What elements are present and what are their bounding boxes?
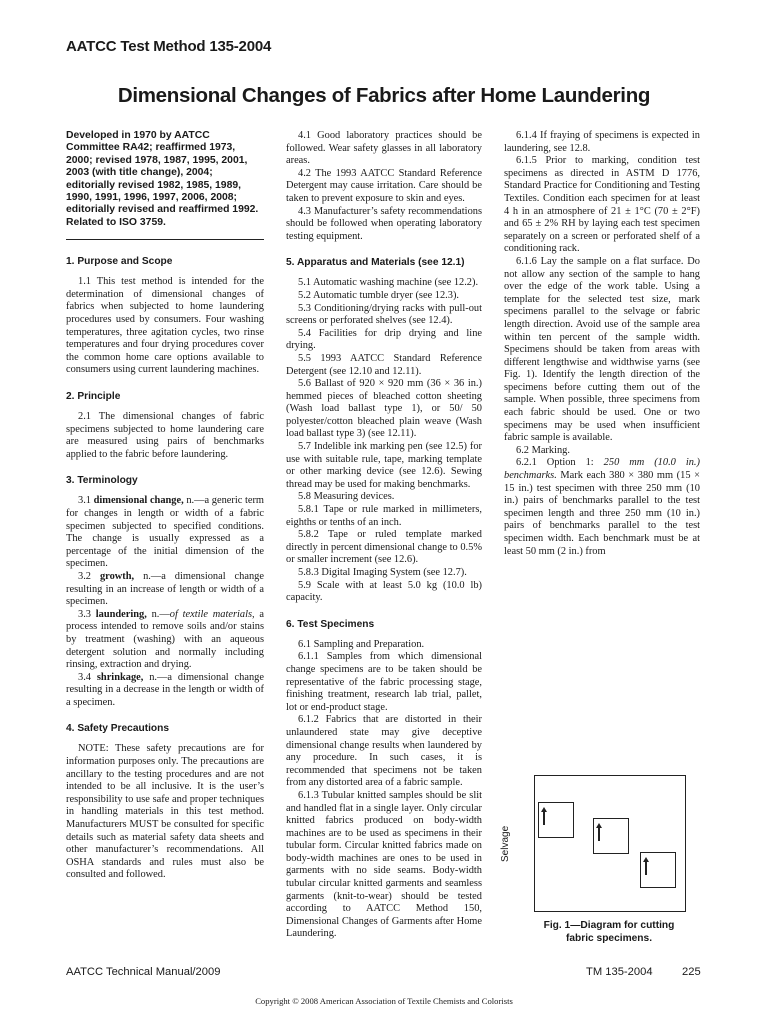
term-number: 3.4 [78,671,91,683]
para-6-1-3: 6.1.3 Tubular knitted samples should be slit and handled flat in a single layer. Only circular knitted fabrics produced on body-width machines are to be used as specimens in their tubular form. Circular knitted fabrics made on body-width machines are ones to be used in garments with no side seams. Body-width tubular circular knitted garments and seamless garments (knit-to-wear) should be tested according to AATCC Method 150, Dimensional Changes of Garments after Home Laundering. [286,789,482,940]
para-6-1-6: 6.1.6 Lay the sample on a flat surface. Do not allow any section of the sample to hang over the edge of the work table. Using a template for the selected test size, mark specimens parallel to the selvage or fabric length direction. Avoid use of the sample area within ten percent of the sample width. Specimens should be taken from areas with different lengthwise and widthwise yarns (see Fig. 1). Identify the length direction of the specimens before cutting them out of the sample. When possible, three specimens from each fabric should be used. One or two specimens may be used when insufficient fabric sample is available. [504,255,700,444]
term-name: growth, [99,570,135,582]
section-heading-terminology: 3. Terminology [66,475,138,487]
para-5-8-2: 5.8.2 Tape or ruled template marked directly in percent dimensional change to 0.5% or smaller increment (see 12.6). [286,529,482,566]
para-5-8-1: 5.8.1 Tape or rule marked in millimeters, eighths or tenths of an inch. [286,504,482,528]
para-6-2: 6.2 Marking. [516,444,570,456]
intro-history: Developed in 1970 by AATCC Committee RA42; reaffirmed 1973, 2000; revised 1978, 1987, 1995, 2001, 2003 (with title change), 2004; editorially revised 1982, 1985, 1989, 1990, 1991, 1996, 1997, 2006, 2008; editorially revised and reaffirmed 1992. Related to ISO 3759. [66,130,259,228]
section-heading-principle: 2. Principle [66,391,121,402]
para-6-1-1: 6.1.1 Samples from which dimensional change specimens are to be taken should be representative of the fabric processing stage, finishing treatment, research lab trial, pallet, lot or end-product stage. [286,651,482,713]
arrow-up-icon [598,827,600,841]
para-5-8-3: 5.8.3 Digital Imaging System (see 12.7). [298,567,467,578]
para-2-1: 2.1 The dimensional changes of fabric specimens subjected to home laundering care are measured using pairs of benchmarks applied to the fabric before laundering. [66,411,264,460]
selvage-label: Selvage [500,825,511,862]
term-number: 3.3 [78,608,91,620]
term-3-4 [66,672,264,710]
section-heading-safety: 4. Safety Precautions [66,723,170,735]
para-5-4: 5.4 Facilities for drip drying and line drying. [286,327,482,352]
arrow-up-icon [645,861,647,875]
page-title: Dimensional Changes of Fabrics after Home Laundering [117,84,651,107]
para-5-8: 5.8 Measuring devices. [298,491,395,503]
para-5-5: 5.5 1993 AATCC Standard Reference Detergent (see 12.10 and 12.11). [286,352,482,377]
term-name: shrinkage, [96,671,144,683]
term-3-1 [66,495,264,571]
term-prefix: n.— [151,608,170,620]
term-number: 3.1 [78,495,91,507]
para-5-9: 5.9 Scale with at least 5.0 kg (10.0 lb) capacity. [286,579,482,604]
para-5-6: 5.6 Ballast of 920 × 920 mm (36 × 36 in.) hemmed pieces of bleached cotton sheeting (Wash load ballast type 1), or 50/ 50 polyester/cotton bleached plain weave (Wash load ballast type 3) (see 12.11). [286,378,482,440]
footer-method: TM 135-2004 [586,966,653,978]
column-1 [66,130,264,882]
term-definition: n.—a generic term for changes in length or width of a fabric specimen subjected to specified conditions. The change is usually expressed as a percentage of the initial dimension of the specimen. [66,495,264,570]
para-4-3: 4.3 Manufacturer’s safety recommendations should be followed when operating laboratory testing equipment. [286,205,482,242]
column-3 [504,130,700,558]
page-number: 225 [682,966,701,978]
para-6-1-2: 6.1.2 Fabrics that are distorted in their unlaundered state may give deceptive dimensional change results when laundered by any procedure. In such cases, it is recommended that specimens not be taken from any distorted area of a fabric sample. [286,714,482,789]
specimen-square-2 [593,818,629,854]
option-number: 6.2.1 Option 1: [516,457,594,469]
section-heading-purpose: 1. Purpose and Scope [66,256,173,268]
para-5-2: 5.2 Automatic tumble dryer (see 12.3). [298,289,460,301]
term-definition: a process intended to remove soils and/or stains by treatment (washing) with an aqueous detergent solution and normally including rinsing, extraction and drying. [66,608,264,671]
safety-note: NOTE: These safety precautions are for information purposes only. The precautions are ancillary to the testing procedures and are not intended to be all inclusive. It is the user’s responsibility to use safe and proper techniques in handling materials in this test method. Manufacturers MUST be consulted for specific details such as material safety data sheets and other manufacturer’s recommendations. All OSHA standards and rules must also be consulted and followed. [66,743,264,881]
column-2 [286,130,482,941]
term-3-3 [66,609,264,672]
para-5-7: 5.7 Indelible ink marking pen (see 12.5) for use with suitable rule, tape, marking template or other marking device (see 12.6). Sewing thread may be used for making benchmarks. [286,441,482,490]
para-6-2-1 [504,457,700,558]
para-6-1-5: 6.1.5 Prior to marking, condition test specimens as directed in ASTM D 1776, Standard Practice for Conditioning and Testing Textiles. Condition each specimen for at least 4 h in an atmosphere of 21 ± 1°C (70 ± 2°F) and 65 ± 2% RH by laying each test specimen separately on a screen or perforated shelf of a conditioning rack. [504,155,700,255]
specimen-square-1 [538,802,574,838]
section-heading-apparatus: 5. Apparatus and Materials (see 12.1) [286,257,465,269]
section-heading-specimens: 6. Test Specimens [286,618,375,630]
option-title: 250 mm (10.0 in.) benchmarks. [504,457,700,482]
para-5-3: 5.3 Conditioning/drying racks with pull-out screens or perforated shelves (see 12.4). [286,302,482,327]
term-definition: n.—a dimensional change resulting in an increase of length or width of a specimen. [66,570,264,608]
para-6-1: 6.1 Sampling and Preparation. [298,638,425,650]
para-5-1: 5.1 Automatic washing machine (see 12.2). [298,277,479,289]
para-4-1: 4.1 Good laboratory practices should be followed. Wear safety glasses in all laboratory areas. [286,130,482,167]
arrow-up-icon [543,811,545,825]
option-text: Mark each 380 × 380 mm (15 × 15 in.) test specimen with three 250 mm (10 in.) pairs of benchmarks parallel to the test specimen length and three 250 mm (10 in.) pairs of benchmarks parallel to the test specimen width. Each benchmark must be at least 50 mm (2 in.) from [504,470,700,557]
para-6-1-4: 6.1.4 If fraying of specimens is expected in laundering, see 12.8. [504,130,700,154]
term-3-2 [66,571,264,609]
term-name: laundering, [95,608,147,620]
method-header: AATCC Test Method 135-2004 [66,38,272,55]
copyright: Copyright © 2008 American Association of Textile Chemists and Colorists [255,996,513,1006]
figure-caption: Fig. 1—Diagram for cutting fabric specimens. [543,920,675,944]
term-qualifier: of textile materials, [169,608,255,620]
para-4-2: 4.2 The 1993 AATCC Standard Reference Detergent may cause irritation. Care should be taken to prevent exposure to skin and eyes. [286,167,482,204]
specimen-square-3 [640,852,676,888]
cutting-diagram [534,775,686,912]
para-1-1: 1.1 This test method is intended for the determination of dimensional changes of fabrics when subjected to home laundering procedures used by consumers. Four washing temperatures, three agitation cycles, two rinse temperatures and four drying procedures cover the common home care options available to consumers using current laundering machines. [66,276,264,376]
term-number: 3.2 [78,570,91,582]
term-definition: n.—a dimensional change resulting in a decrease in the length or width of a specimen. [66,671,264,708]
footer-manual: AATCC Technical Manual/2009 [66,966,221,978]
term-name: dimensional change, [93,495,184,507]
intro-divider [66,239,264,240]
